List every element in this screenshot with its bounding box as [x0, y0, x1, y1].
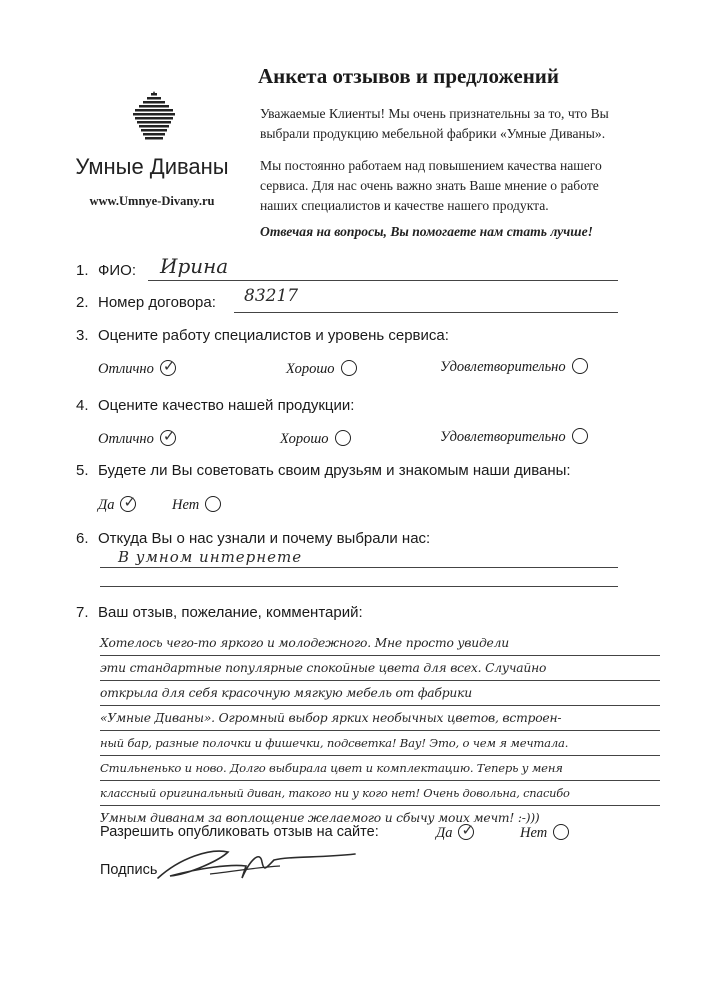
- question-number: 3.: [76, 327, 89, 344]
- publish-option-yes[interactable]: [436, 821, 475, 842]
- question-3: [76, 327, 449, 344]
- page-title: Анкета отзывов и предложений: [258, 64, 560, 88]
- question-6: [76, 530, 430, 547]
- publish-option-no[interactable]: [520, 824, 569, 842]
- question-5: [76, 462, 571, 479]
- intro-slogan: Отвечая на вопросы, Вы помогаете нам стать лучше!: [260, 224, 593, 239]
- intro-line: Уважаемые Клиенты! Мы очень признательны за то, что Вы: [260, 106, 609, 121]
- intro-line: сервиса. Для нас очень важно знать Ваше мнение о работе: [260, 178, 599, 193]
- question-number: 4.: [76, 397, 89, 414]
- question-number: 7.: [76, 604, 89, 621]
- comment-line: Умным диванам за воплощение желаемого и сбычу моих мечт! :-))): [100, 811, 540, 825]
- radio-circle[interactable]: [160, 427, 176, 446]
- check-mark-icon: ✓: [461, 821, 475, 839]
- intro-paragraph-1: [260, 104, 660, 144]
- radio-circle[interactable]: [553, 824, 569, 840]
- q4-option-good[interactable]: [280, 430, 351, 448]
- check-mark-icon: ✓: [123, 493, 137, 511]
- brand-name: Умные Диваны: [75, 154, 229, 179]
- option-label: Хорошо: [280, 431, 329, 447]
- radio-circle[interactable]: [572, 428, 588, 444]
- comment-line: открыла для себя красочную мягкую мебель от фабрики: [100, 686, 472, 700]
- answer-underline: [100, 586, 618, 587]
- option-label: Нет: [520, 825, 548, 841]
- comment-underline: [100, 655, 660, 656]
- radio-circle[interactable]: [335, 430, 351, 446]
- signature-label: Подпись: [100, 862, 158, 878]
- brand-url: www.Umnye-Divany.ru: [89, 194, 215, 208]
- source-answer[interactable]: В умном интернете: [118, 548, 303, 566]
- question-number: 5.: [76, 462, 89, 479]
- intro-line: Мы постоянно работаем над повышением качества нашего: [260, 158, 602, 173]
- question-1: [76, 262, 136, 279]
- check-mark-icon: ✓: [162, 357, 176, 375]
- question-number: 6.: [76, 530, 89, 547]
- question-7: [76, 604, 363, 621]
- comment-underline: [100, 680, 660, 681]
- intro-line: выбрали продукцию мебельной фабрики «Умные Диваны».: [260, 126, 606, 141]
- intro-paragraph-2: [260, 156, 660, 216]
- comment-underline: [100, 805, 660, 806]
- answer-underline: [100, 567, 618, 568]
- question-number: 1.: [76, 262, 89, 279]
- comment-underline: [100, 705, 660, 706]
- q5-option-no[interactable]: [172, 496, 221, 514]
- comment-line: ный бар, разные полочки и фишечки, подсветка! Вау! Это, о чем я мечтала.: [100, 736, 569, 750]
- question-label: Откуда Вы о нас узнали и почему выбрали нас:: [98, 530, 431, 547]
- q3-option-good[interactable]: [286, 360, 357, 378]
- option-label: Хорошо: [286, 361, 335, 377]
- q4-option-excellent[interactable]: [98, 427, 176, 448]
- radio-circle[interactable]: [341, 360, 357, 376]
- publish-label: Разрешить опубликовать отзыв на сайте:: [100, 824, 379, 840]
- question-2: [76, 294, 216, 311]
- q5-option-yes[interactable]: [98, 493, 137, 514]
- question-label: Ваш отзыв, пожелание, комментарий:: [98, 604, 363, 621]
- question-label: Номер договора:: [98, 294, 216, 311]
- radio-circle[interactable]: [160, 357, 176, 376]
- fio-answer[interactable]: Ирина: [160, 254, 229, 278]
- comment-line: Стильненько и ново. Долго выбирала цвет и комплектацию. Теперь у меня: [100, 761, 563, 775]
- comment-underline: [100, 730, 660, 731]
- radio-circle[interactable]: [572, 358, 588, 374]
- question-label: Будете ли Вы советовать своим друзьям и знакомым наши диваны:: [98, 462, 571, 479]
- option-label: Удовлетворительно: [440, 429, 566, 445]
- comment-line: Хотелось чего-то яркого и молодежного. Мне просто увидели: [100, 636, 509, 650]
- option-label: Да: [436, 825, 453, 841]
- question-label: ФИО:: [98, 262, 137, 279]
- answer-underline: [148, 280, 618, 281]
- q4-option-satisfactory[interactable]: [440, 428, 588, 446]
- comment-underline: [100, 780, 660, 781]
- radio-circle[interactable]: [120, 493, 137, 512]
- check-mark-icon: ✓: [162, 427, 176, 445]
- question-number: 2.: [76, 294, 89, 311]
- brand-logo: [62, 90, 242, 220]
- comment-line: эти стандартные популярные спокойные цвета для всех. Случайно: [100, 661, 547, 675]
- intro-line: наших специалистов и качестве нашего продукта.: [260, 198, 549, 213]
- signature-scribble: [150, 838, 370, 888]
- pentagon-stripes-logo-icon: [132, 90, 176, 140]
- radio-circle[interactable]: [205, 496, 221, 512]
- radio-circle[interactable]: [458, 821, 475, 840]
- option-label: Нет: [172, 497, 200, 513]
- comment-underline: [100, 755, 660, 756]
- contract-number-answer[interactable]: 83217: [244, 286, 299, 306]
- option-label: Удовлетворительно: [440, 359, 566, 375]
- question-label: Оцените работу специалистов и уровень сервиса:: [98, 327, 449, 344]
- option-label: Отлично: [98, 361, 154, 377]
- comment-line: классный оригинальный диван, такого ни у кого нет! Очень довольна, спасибо: [100, 786, 570, 800]
- q3-option-excellent[interactable]: [98, 357, 176, 378]
- q3-option-satisfactory[interactable]: [440, 358, 588, 376]
- answer-underline: [234, 312, 618, 313]
- option-label: Да: [98, 497, 115, 513]
- option-label: Отлично: [98, 431, 154, 447]
- question-4: [76, 397, 354, 414]
- comment-line: «Умные Диваны». Огромный выбор ярких необычных цветов, встроен-: [100, 711, 562, 725]
- question-label: Оцените качество нашей продукции:: [98, 397, 355, 414]
